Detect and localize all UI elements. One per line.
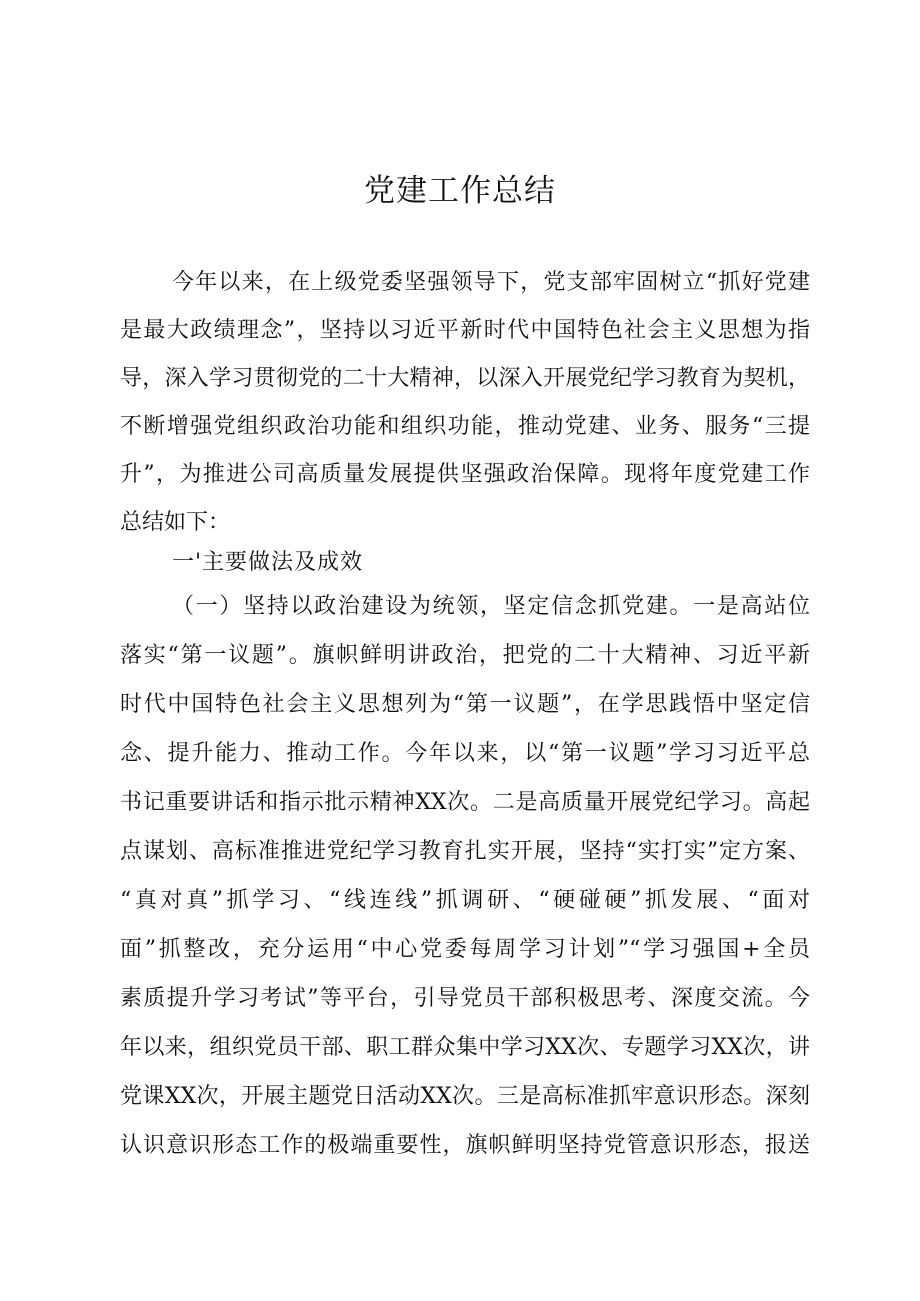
section1-line-12: 认识意识形态工作的极端重要性，旗帜鲜明坚持党管意识形态，报送	[120, 1133, 810, 1158]
section1-line-5: 书记重要讲话和指示批示精神XX次。二是高质量开展党纪学习。高起	[120, 790, 810, 815]
section1-line-7: “真对真”抓学习、“线连线”抓调研、“硬碰硬”抓发展、“面对	[120, 888, 810, 913]
section1-line-4: 念、提升能力、推动工作。今年以来，以“第一议题”学习习近平总	[120, 741, 810, 766]
section1-line-10: 年以来，组织党员干部、职工群众集中学习XX次、专题学习XX次，讲	[120, 1035, 810, 1060]
intro-line-4: 不断增强党组织政治功能和组织功能，推动党建、业务、服务“三提	[120, 414, 810, 439]
page-title: 党建工作总结	[364, 173, 556, 209]
section1-line-6: 点谋划、高标准推进党纪学习教育扎实开展，坚持“实打实”定方案、	[120, 839, 810, 864]
section-heading: 一'主要做法及成效	[172, 550, 364, 575]
intro-line-2: 是最大政绩理念”，坚持以习近平新时代中国特色社会主义思想为指	[120, 318, 810, 343]
section1-line-11: 党课XX次，开展主题党日活动XX次。三是高标准抓牢意识形态。深刻	[120, 1084, 810, 1109]
section1-line-1: （一）坚持以政治建设为统领，坚定信念抓党建。一是高站位	[172, 594, 810, 619]
section1-line-8: 面”抓整改，充分运用“中心党委每周学习计划”“学习强国+全员	[120, 937, 810, 962]
intro-line-3: 导，深入学习贯彻党的二十大精神，以深入开展党纪学习教育为契机，	[120, 366, 810, 391]
intro-line-1: 今年以来，在上级党委坚强领导下，党支部牢固树立“抓好党建	[172, 270, 810, 295]
intro-line-6: 总结如下：	[120, 510, 231, 535]
section1-line-2: 落实“第一议题”。旗帜鲜明讲政治，把党的二十大精神、习近平新	[120, 643, 810, 668]
section1-line-3: 时代中国特色社会主义思想列为“第一议题”，在学思践悟中坚定信	[120, 692, 810, 717]
intro-line-5: 升”，为推进公司高质量发展提供坚强政治保障。现将年度党建工作	[120, 462, 810, 487]
section1-line-9: 素质提升学习考试”等平台，引导党员干部积极思考、深度交流。今	[120, 986, 810, 1011]
